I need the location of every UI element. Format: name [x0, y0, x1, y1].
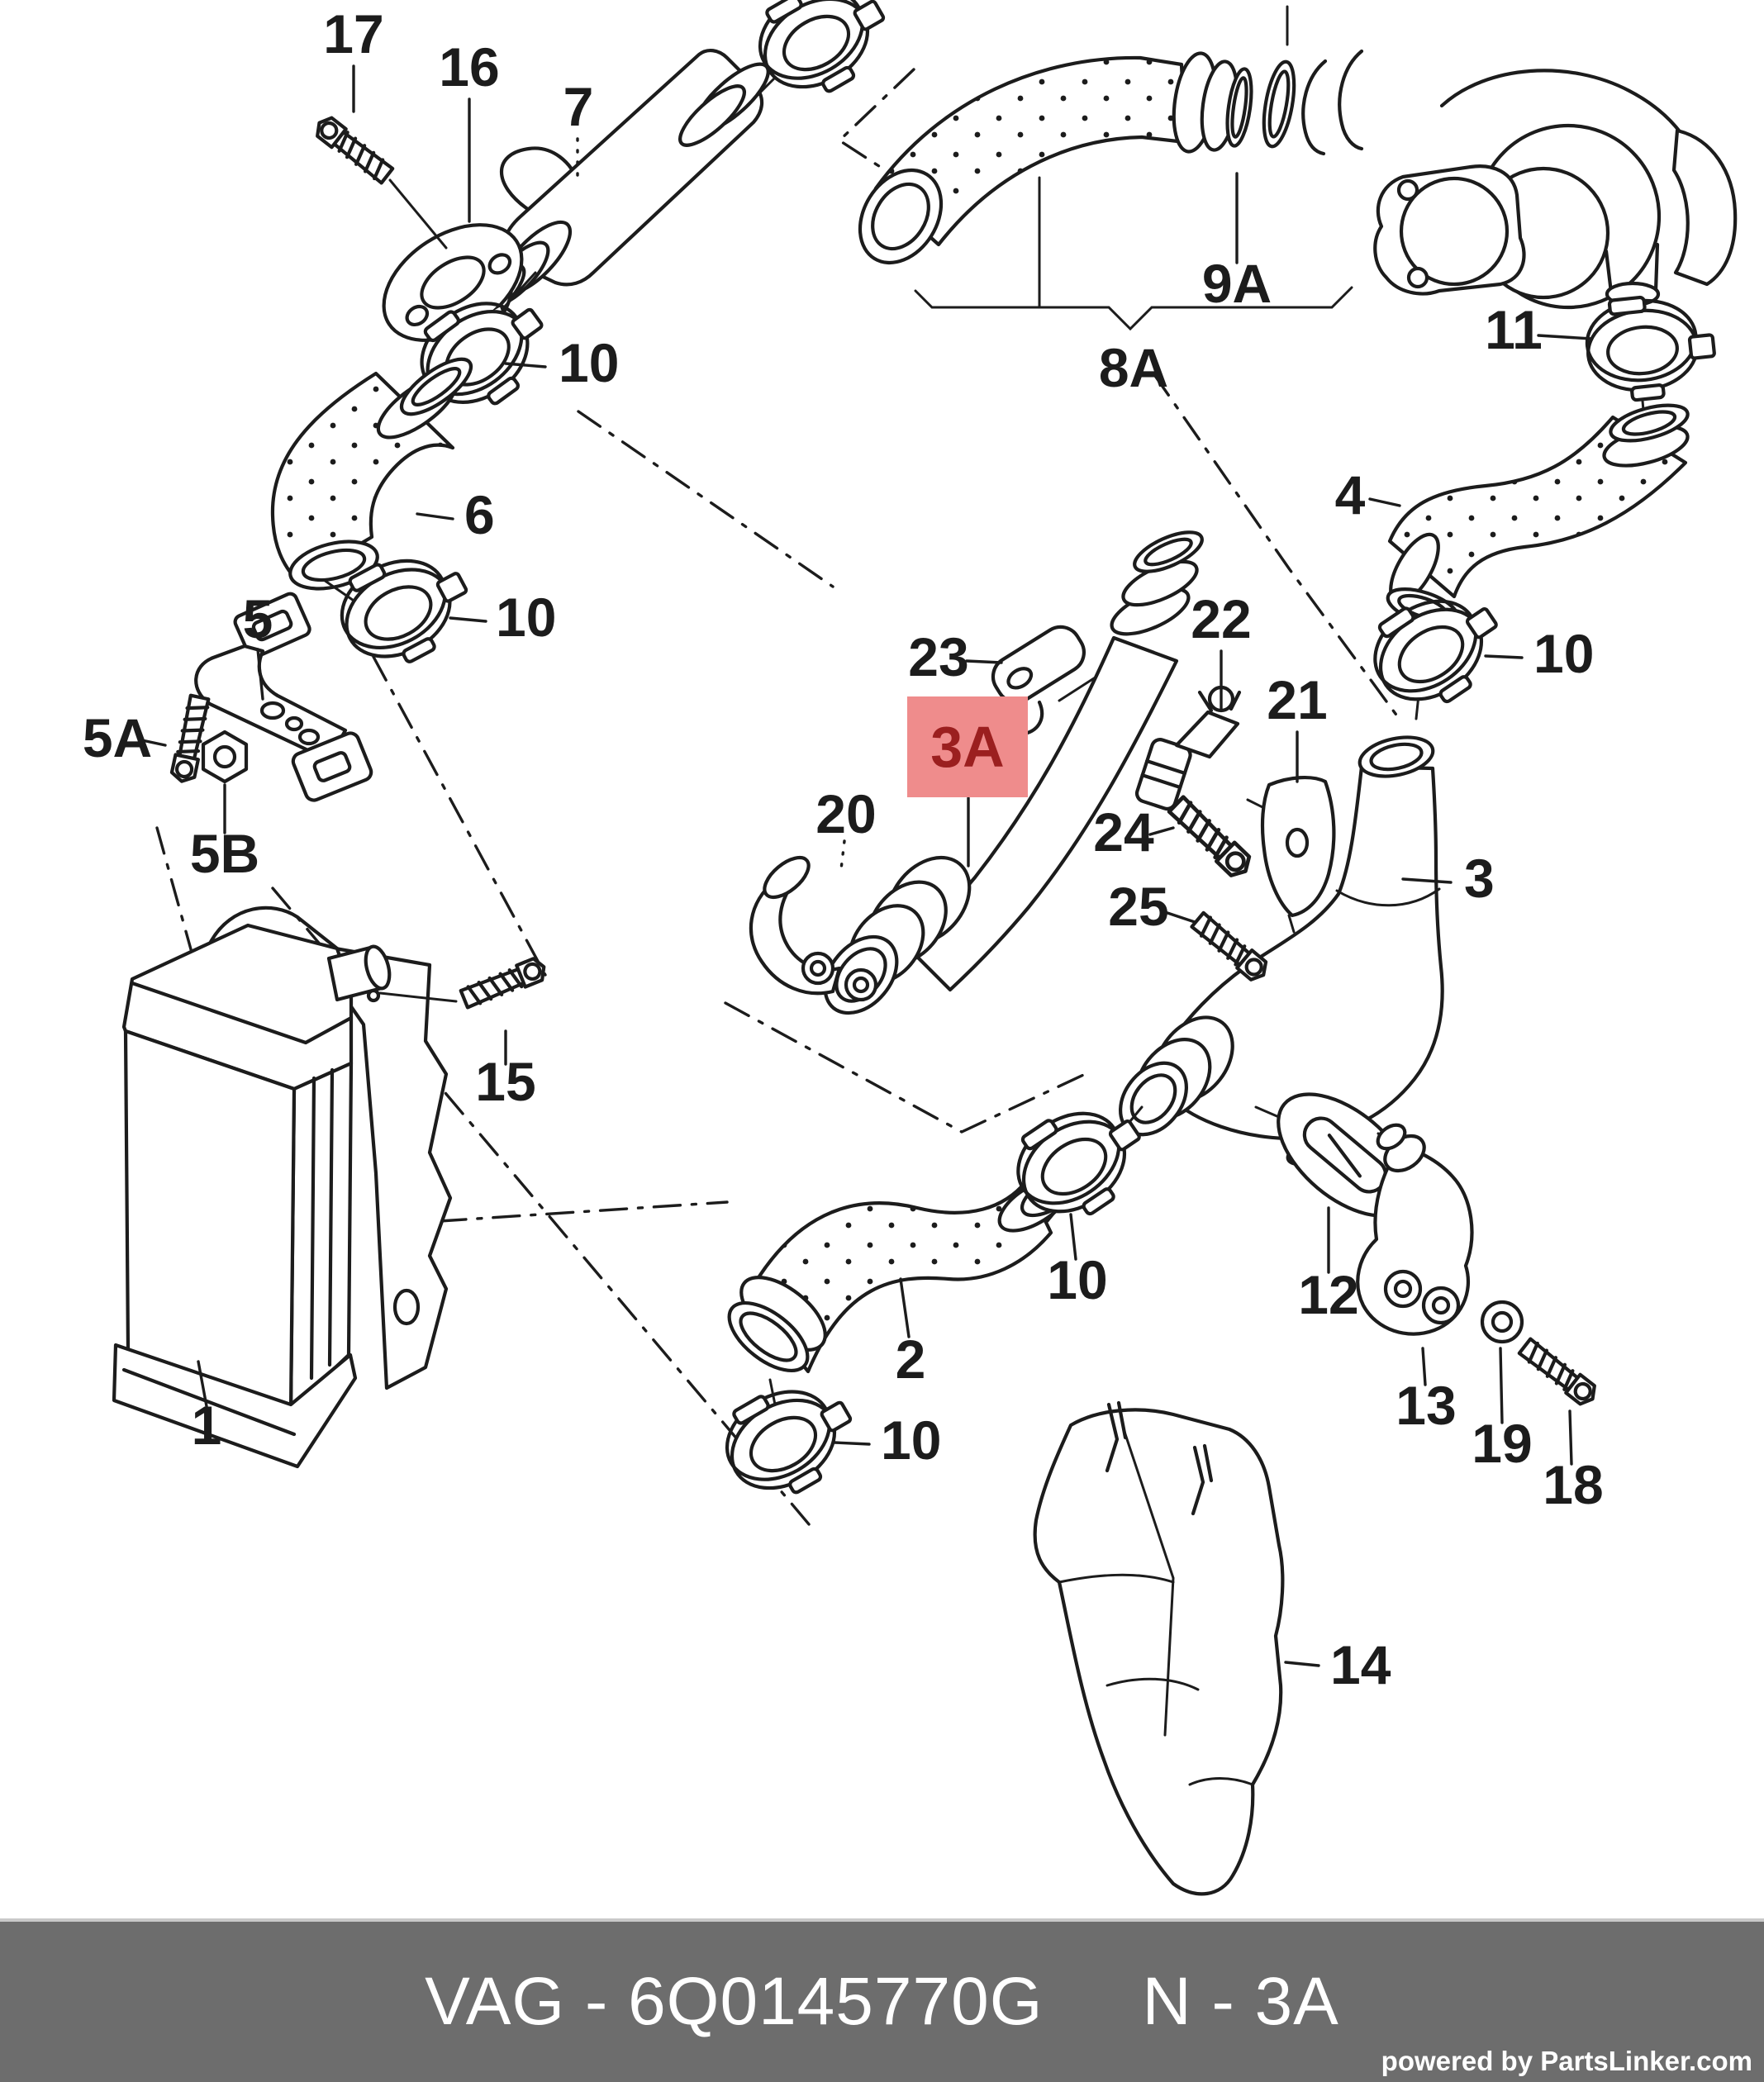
callout-7: 7 — [563, 76, 594, 137]
screw-24 — [1167, 795, 1255, 880]
callout-14: 14 — [1330, 1634, 1391, 1695]
footer-bar — [0, 1918, 1764, 2082]
callout-20: 20 — [815, 783, 877, 844]
callout-12: 12 — [1298, 1264, 1359, 1325]
callout-25: 25 — [1108, 876, 1169, 937]
callout-22: 22 — [1191, 588, 1252, 649]
section-code-text: N - 3A — [1142, 1964, 1339, 2039]
callout-5: 5 — [242, 588, 273, 649]
callout-9a: 9A — [1201, 253, 1272, 314]
screw-25 — [1191, 911, 1272, 984]
screw-15 — [460, 956, 549, 1010]
clamp-10-top — [743, 0, 902, 112]
callout-15: 15 — [475, 1051, 536, 1112]
callout-3a-highlighted: 3A — [930, 715, 1005, 779]
callout-21: 21 — [1267, 669, 1328, 730]
air-duct-14 — [1035, 1403, 1283, 1894]
callout-19: 19 — [1472, 1413, 1533, 1474]
callout-4: 4 — [1334, 464, 1366, 525]
nut-5b — [203, 732, 246, 782]
bolt-18 — [1518, 1337, 1600, 1408]
bracket-21 — [1262, 777, 1334, 932]
callout-24: 24 — [1093, 801, 1154, 863]
clamp-11 — [1583, 290, 1719, 404]
callout-13: 13 — [1396, 1375, 1457, 1436]
screw-17 — [312, 114, 446, 248]
callout-10-d: 10 — [1047, 1249, 1108, 1310]
hose-8a — [844, 50, 1256, 278]
oring-9a — [1258, 59, 1300, 149]
callout-2: 2 — [895, 1329, 926, 1390]
callout-1: 1 — [191, 1395, 222, 1456]
callout-3: 3 — [1464, 848, 1495, 909]
clamp-10-c — [1356, 571, 1517, 725]
callout-8a: 8A — [1098, 337, 1169, 398]
callout-23: 23 — [908, 626, 969, 687]
callout-10-c: 10 — [1533, 623, 1595, 684]
credit-text: powered by PartsLinker.com — [1381, 2046, 1752, 2076]
callout-5a: 5A — [82, 707, 153, 768]
callout-5b: 5B — [189, 823, 260, 884]
washer-19 — [1482, 1302, 1522, 1342]
catalog-number-text: VAG - 6Q0145770G — [425, 1964, 1044, 2039]
intercooler — [114, 908, 393, 1466]
callout-11: 11 — [1485, 299, 1543, 360]
retaining-clips — [1287, 7, 1362, 154]
callout-18: 18 — [1543, 1454, 1604, 1515]
callout-10-a: 10 — [559, 332, 620, 393]
callout-16: 16 — [439, 36, 500, 97]
callout-6: 6 — [464, 484, 495, 545]
clamp-10-e — [710, 1363, 869, 1514]
callout-17: 17 — [323, 3, 384, 64]
clamp-20 — [751, 850, 876, 1000]
callout-10-e: 10 — [881, 1409, 942, 1471]
callout-10-b: 10 — [496, 587, 557, 648]
